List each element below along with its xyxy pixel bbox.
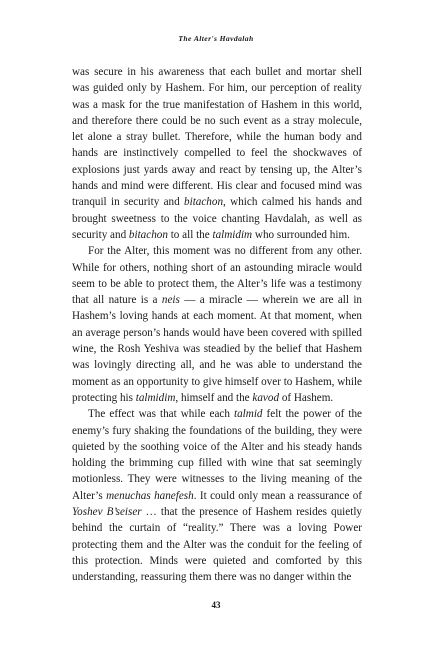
body-text (72, 64, 362, 586)
term-yoshev-bseiser: Yoshev B’seiser (72, 506, 142, 519)
paragraph-3-run: The effect was that while each (88, 408, 235, 421)
paragraph-3-run: felt the power of the enemy’s fury shaking the foundations of the building, they were quieted by the soothing voice of the Alter and his steady hands holding the brimming cup filled with wine that sat seemingly motionless. They were witnesses to the living meaning of the Alter’s (72, 408, 362, 502)
paragraph-1 (72, 64, 362, 243)
term-talmid: talmid (234, 408, 263, 421)
paragraph-2-run: — a miracle — wherein we are all in Hashem’s loving hands at each moment. At that moment, when an average person’s hands would have been covered with spilled wine, the Rosh Yeshiva was steadied by the belief that Hashem was lovingly directing all, and he was able to understand the moment as an opportunity to give himself over to Hashem, while protecting his (72, 294, 362, 404)
paragraph-3-run: . It could only mean a reassurance of (193, 489, 362, 502)
page-number: 43 (211, 600, 221, 610)
paragraph-2-run: , himself and the (175, 391, 253, 404)
term-talmidim: talmidim (135, 391, 176, 404)
term-talmidim: talmidim (212, 228, 253, 241)
paragraph-1-run: , which calmed his hands and brought sweetness to the voice chanting Havdalah, as well as security and (72, 196, 362, 241)
paragraph-1-run: who surrounded him. (252, 228, 350, 241)
running-head: The Alter's Havdalah (178, 34, 254, 43)
term-neis: neis (161, 294, 180, 307)
paragraph-1-run: to all the (167, 228, 213, 241)
term-bitachon: bitachon (184, 196, 224, 209)
paragraph-3 (72, 406, 362, 585)
paragraph-2 (72, 243, 362, 406)
paragraph-2-run: For the Alter, this moment was no different from any other. While for others, nothing short of an astounding miracle would seem to be able to protect them, the Alter’s life was a testimony that all nature is a (72, 245, 362, 307)
term-bitachon: bitachon (128, 228, 168, 241)
term-kavod: kavod (252, 391, 280, 404)
term-menuchas-hanefesh: menuchas hanefesh (106, 489, 194, 502)
paragraph-2-run: of Hashem. (279, 391, 334, 404)
paragraph-1-run: was secure in his awareness that each bullet and mortar shell was guided only by Hashem. For him, our perception of reality was a mask for the true manifestation of Hashem in this world, and therefore there could be no such event as a stray molecule, let alone a stray bullet. Therefore, while the human body and hands are instinctively compelled to feel the shockwaves of explosions just yards away and react by tensing up, the Alter’s hands and mind were different. His clear and focused mind was tranquil in security and (72, 66, 362, 209)
paragraph-3-run: … that the presence of Hashem resides quietly behind the curtain of “reality.” There was a loving Power protecting them and the Alter was the conduit for the feeling of this protection. Minds were quieted and comforted by this understanding, reassuring them there was no danger within the (72, 506, 362, 584)
